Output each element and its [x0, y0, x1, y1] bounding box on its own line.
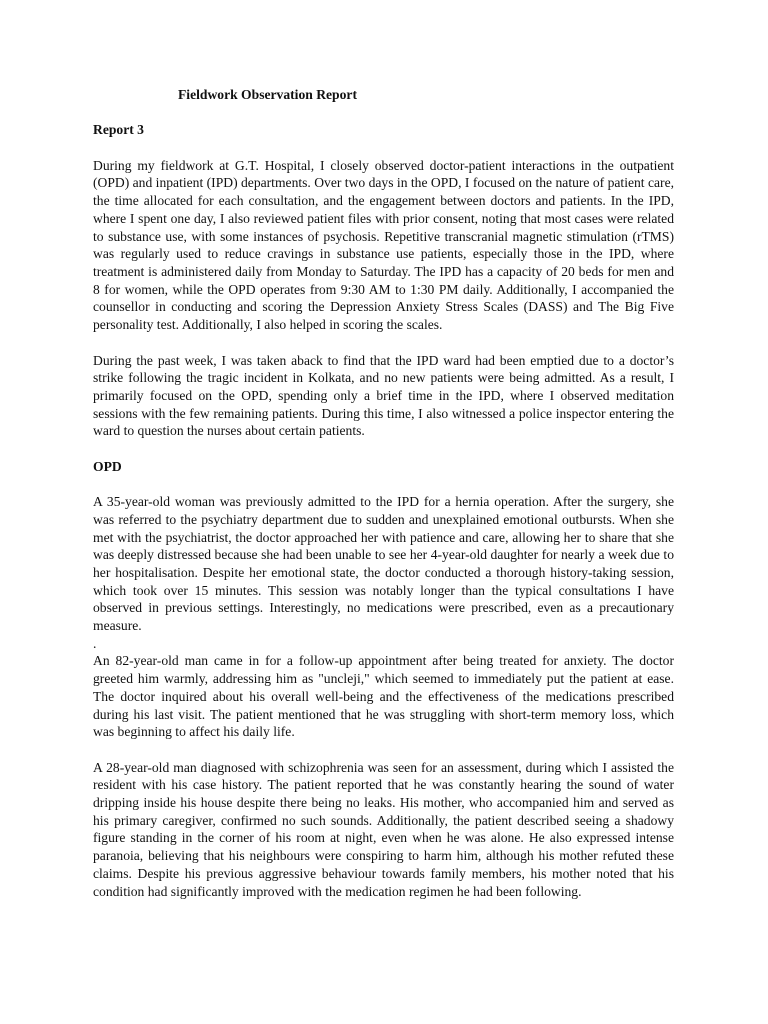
document-page — [93, 86, 674, 918]
opd-case-paragraph-1: A 35-year-old woman was previously admitted to the IPD for a hernia operation. After the surgery, she was referred to the psychiatry department due to sudden and unexplained emotional outbursts. When she met with the psychiatrist, the doctor approached her with patience and care, allowing her to share that she was deeply distressed because she had been unable to see her 4-year-old daughter for nearly a week due to her hospitalisation. Despite her emotional state, the doctor conducted a thorough history-taking session, which took over 15 minutes. This session was notably longer than the typical consultations I have observed in previous settings. Interestingly, no medications were prescribed, even as a precautionary measure. — [93, 494, 674, 634]
report-label: Report 3 — [93, 122, 144, 138]
opd-case-paragraph-2: An 82-year-old man came in for a follow-up appointment after being treated for anxiety. The doctor greeted him warmly, addressing him as "uncleji," which seemed to immediately put the patient at ease. The doctor inquired about his overall well-being and the effectiveness of the medications prescribed during his last visit. The patient mentioned that he was struggling with short-term memory loss, which was beginning to affect his daily life. — [93, 653, 674, 740]
opd-heading: OPD — [93, 458, 122, 474]
stray-period: . — [93, 635, 97, 651]
intro-paragraph-1: During my fieldwork at G.T. Hospital, I closely observed doctor-patient interactions in the outpatient (OPD) and inpatient (IPD) departments. Over two days in the OPD, I focused on the nature of patient care, the time allocated for each consultation, and the engagement between doctors and patients. In the IPD, where I spent one day, I also reviewed patient files with prior consent, noting that most cases were related to substance use, with some instances of psychosis. Repetitive transcranial magnetic stimulation (rTMS) was regularly used to reduce cravings in substance use patients, especially those in the IPD, where treatment is administered daily from Monday to Saturday. The IPD has a capacity of 20 beds for men and 8 for women, while the OPD operates from 9:30 AM to 1:30 PM daily. Additionally, I accompanied the counsellor in conducting and scoring the Depression Anxiety Stress Scales (DASS) and The Big Five personality test. Additionally, I also helped in scoring the scales. — [93, 157, 674, 333]
intro-paragraph-2: During the past week, I was taken aback to find that the IPD ward had been emptied due to a doctor’s strike following the tragic incident in Kolkata, and no new patients were being admitted. As a result, I primarily focused on the OPD, spending only a brief time in the IPD, where I observed meditation sessions with the few remaining patients. During this time, I also witnessed a police inspector entering the ward to question the nurses about certain patients. — [93, 352, 674, 439]
document-title: Fieldwork Observation Report — [178, 87, 357, 102]
opd-case-paragraph-3: A 28-year-old man diagnosed with schizophrenia was seen for an assessment, during which I assisted the resident with his case history. The patient reported that he was constantly hearing the sound of water dripping inside his house despite there being no leaks. His mother, who accompanied him and served as his primary caregiver, confirmed no such sounds. Additionally, the patient described seeing a shadowy figure standing in the corner of his room at night, even when he was alone. He also expressed intense paranoia, believing that his neighbours were conspiring to harm him, although his mother refuted these claims. Despite his previous aggressive behaviour towards family members, his mother noted that his condition had significantly improved with the medication regimen he had been following. — [93, 759, 674, 899]
